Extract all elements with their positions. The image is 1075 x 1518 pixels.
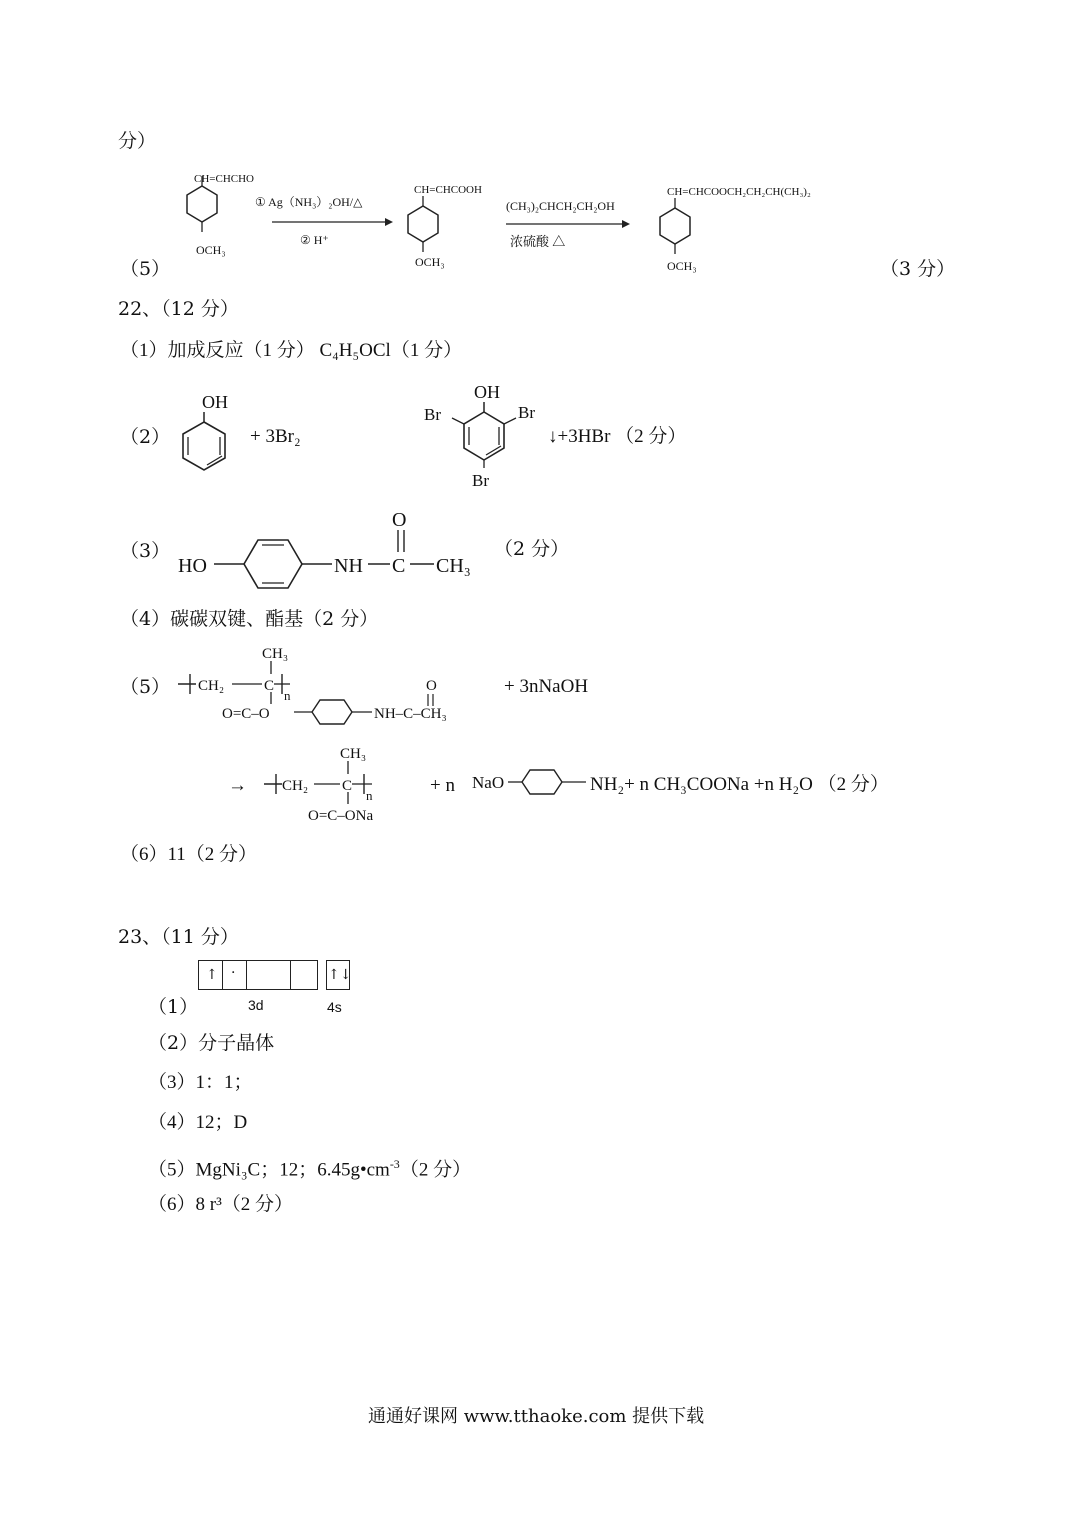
paracetamol-structure (176, 508, 496, 588)
q21-5-label: （5） (120, 258, 171, 280)
q22-part6: （6）11（2 分） (120, 844, 258, 865)
product1-substituent: CH=CHCOOH (414, 184, 482, 196)
reactant1-och3: OCH₃ (196, 243, 226, 257)
arrow1-top-text: ① Ag（NH₃）₂OH/△ (255, 195, 363, 209)
p3-ch3: CH₃ (436, 555, 471, 577)
p5-prod-ch2: CH₂ (282, 778, 309, 794)
q22-part4: （4）碳碳双键、酯基（2 分） (120, 608, 379, 630)
q22-part5-arrow: → (228, 775, 247, 796)
p5-n: n (284, 688, 291, 703)
q22-part3-score: （2 分） (494, 538, 570, 560)
aminophenoxide-structure (470, 764, 600, 804)
tbp-br-right: Br (518, 403, 535, 422)
p5-nh: NH–C–CH₃ (374, 706, 447, 722)
p5-o: O (426, 678, 437, 694)
p5-ch3: CH₃ (262, 646, 289, 662)
product-benzene-2 (660, 198, 690, 254)
q23-part5 (148, 1153, 471, 1181)
arrow2-top-text: (CH₃)₂CHCH₂CH₂OH (506, 199, 615, 213)
p5-prod-ocona: O=C–ONa (308, 808, 374, 824)
product-benzene-1 (408, 196, 438, 252)
polymer-reactant-structure (176, 640, 506, 730)
tbp-br-bottom: Br (472, 471, 489, 490)
p5-nao: NaO (472, 773, 505, 792)
q23-part3: （3）1：1； (148, 1072, 253, 1093)
p5-ch2: CH₂ (198, 678, 225, 694)
q22-title: 22、（12 分） (118, 298, 239, 320)
q22-part5-plus-n: + n (430, 775, 455, 796)
p3-nh: NH (334, 555, 363, 577)
p5-c: C (264, 678, 275, 694)
polymer-product-structure (262, 740, 432, 830)
p3-c: C (392, 555, 406, 577)
q23-part5-main: （5）MgNi₃C；12；6.45g•cm (148, 1159, 390, 1181)
orbital-arrow-pair: ↑↓ (328, 967, 352, 983)
p5-prod-ch3: CH₃ (340, 746, 367, 762)
fen-text: 分） (118, 130, 157, 152)
orbital-dot: · (231, 965, 236, 981)
q22-part5-naoh: + 3nNaOH (504, 676, 589, 697)
arrow2-bottom-text: 浓硫酸 △ (510, 234, 566, 249)
arrow1-bottom-text: ② H⁺ (300, 233, 329, 247)
q23-part1-label: （1） (148, 996, 199, 1018)
q22-part5-label: （5） (120, 676, 171, 698)
p5-oco: O=C–O (222, 706, 270, 722)
product2-och3: OCH₃ (667, 259, 697, 273)
label-4s: 4s (327, 999, 342, 1015)
tbp-oh: OH (474, 382, 500, 402)
q22-part3-label: （3） (120, 540, 171, 562)
label-3d: 3d (248, 997, 264, 1013)
q22-part5-tail: NH₂+ n CH₃COONa +n H₂O （2 分） (590, 774, 889, 795)
q22-plus-br2: + 3Br₂ (250, 426, 301, 447)
p5-prod-n: n (366, 788, 373, 803)
q22-part1: （1）加成反应（1 分） C₄H₅OCl（1 分） (120, 340, 463, 361)
q23-part6: （6）8 r³（2 分） (148, 1194, 294, 1215)
p3-ho: HO (178, 555, 207, 577)
p5-prod-c: C (342, 778, 353, 794)
q23-part5-score: （2 分） (399, 1159, 472, 1181)
q22-part2-tail: ↓+3HBr （2 分） (548, 426, 687, 447)
q23-title: 23、（11 分） (118, 926, 239, 948)
p3-o: O (392, 509, 407, 531)
tribromophenol-structure (422, 378, 552, 488)
q21-5-score: （3 分） (880, 258, 956, 280)
q22-part2-label: （2） (120, 426, 171, 448)
q23-part4: （4）12；D (148, 1112, 248, 1133)
q23-part5-exponent: -3 (389, 1157, 400, 1171)
product1-och3: OCH₃ (415, 255, 445, 269)
product2-substituent: CH=CHCOOCH₂CH₂CH(CH₃)₂ (667, 186, 811, 198)
phenol-oh: OH (202, 392, 228, 412)
tbp-br-left: Br (424, 405, 441, 424)
orbital-arrow-up: ↑ (206, 967, 218, 983)
footer-text: 通通好课网 www.tthaoke.com 提供下载 (368, 1406, 705, 1427)
reactant1-substituent: CH=CHCHO (194, 173, 254, 185)
reaction-scheme (170, 168, 890, 278)
q23-part2: （2）分子晶体 (148, 1032, 275, 1054)
phenol-structure (172, 392, 242, 472)
